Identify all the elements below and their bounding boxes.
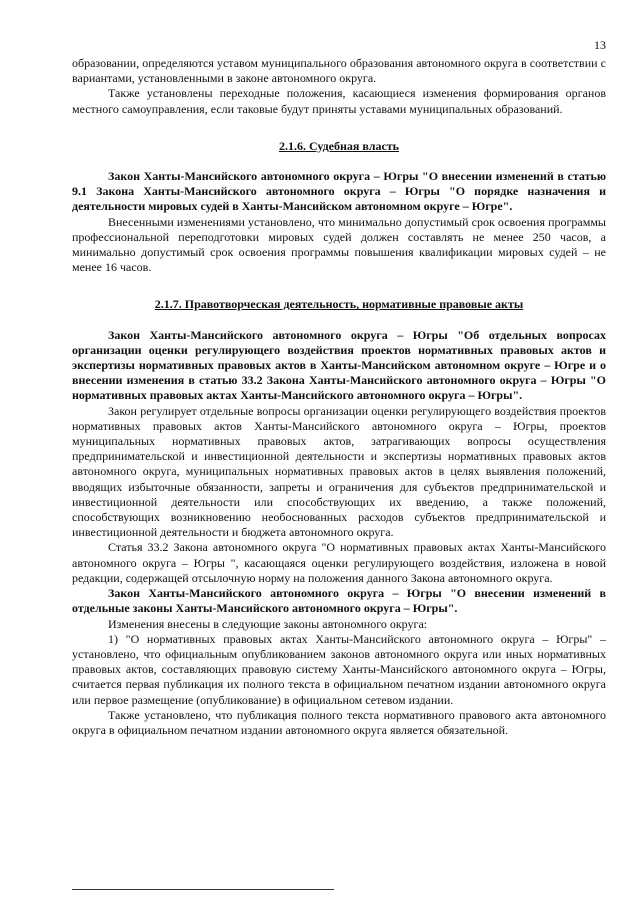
section-heading-judicial-power: 2.1.6. Судебная власть	[278, 138, 400, 153]
paragraph-regulatory-impact: Закон регулирует отдельные вопросы организации оценки регулирующего воздействия проектов нормативных правовых актов Ханты-Мансийского автономного округа – Югры, проектов муниципальных нормативных правовых актов, затрагивающих вопросы осуществления предпринимательской и инвестиционной деятельности и экспертизы нормативных правовых актов автономного округа, муниципальных нормативных правовых актов в целях выявления положений, вводящих избыточные обязанности, запреты и ограничения для субъектов предпринимательской и инвестиционной деятельности или способствующих их введению, а также положений, способствующих возникновению необоснованных расходов субъектов предпринимательской и инвестиционной деятельности и бюджета автономного округа.	[72, 403, 606, 540]
footnote-divider	[72, 889, 334, 890]
paragraph-magistrates-training: Внесенными изменениями установлено, что минимально допустимый срок освоения программы профессиональной переподготовки мировых судей должен составлять не менее 250 часов, а минимально допустимый срок освоения программы повышения квалификации мировых судей – не менее 16 часов.	[72, 214, 606, 275]
paragraph-publication-mandatory: Также установлено, что публикация полного текста нормативного правового акта автономного округа в официальном печатном издании автономного округа является обязательной.	[72, 707, 606, 737]
paragraph-continuation: образовании, определяются уставом муниципального образования автономного округа в соответствии с вариантами, установленными в законе автономного округа.	[72, 56, 606, 86]
law-title-amendments: Закон Ханты-Мансийского автономного округа – Югры "О внесении изменений в отдельные законы Ханты-Мансийского автономного округа – Югры".	[72, 586, 606, 616]
paragraph-article-33-2: Статья 33.2 Закона автономного округа "О нормативных правовых актах Ханты-Мансийского автономного округа – Югры ", касающаяся оценки регулирующего воздействия, изложена в новой редакции, содержащей отсылочную норму на положения данного Закона автономного округа.	[72, 540, 606, 585]
list-item-normative-acts: 1) "О нормативных правовых актах Ханты-Мансийского автономного округа – Югры" – установлено, что официальным опубликованием законов автономного округа или иных нормативных правовых актов, составляющих правовую систему Ханты-Мансийского автономного округа – Югры, считается первая публикация их полного текста в официальном печатном издании автономного округа или первое размещение (опубликование) в официальном сетевом издании.	[72, 631, 606, 707]
law-title-regulatory-impact: Закон Ханты-Мансийского автономного округа – Югры "Об отдельных вопросах организации оценки регулирующего воздействия проектов нормативных правовых актов и экспертизы нормативных правовых актов в Ханты-Мансийском автономном округе – Югре и о внесении изменения в статью 33.2 Закона Ханты-Мансийского автономного округа – Югры "О нормативных правовых актах Ханты-Мансийского автономного округа – Югры".	[72, 327, 606, 403]
paragraph-transitional-provisions: Также установлены переходные положения, касающиеся изменения формирования органов местного самоуправления, если таковые будут приняты уставами муниципальных образований.	[72, 86, 606, 116]
spacer	[72, 154, 606, 169]
page-number: 13	[594, 38, 606, 52]
section-heading-lawmaking: 2.1.7. Правотворческая деятельность, нормативные правовые акты	[154, 297, 524, 312]
spacer	[72, 117, 606, 139]
spacer	[72, 313, 606, 328]
law-title-magistrates: Закон Ханты-Мансийского автономного округа – Югры "О внесении изменений в статью 9.1 Закона Ханты-Мансийского автономного округа – Югры "О порядке назначения и деятельности мировых судей в Ханты-Мансийском автономном округе – Югре".	[72, 169, 606, 214]
spacer	[72, 275, 606, 297]
paragraph-amendments-intro: Изменения внесены в следующие законы автономного округа:	[108, 616, 428, 631]
page-body	[72, 56, 606, 738]
